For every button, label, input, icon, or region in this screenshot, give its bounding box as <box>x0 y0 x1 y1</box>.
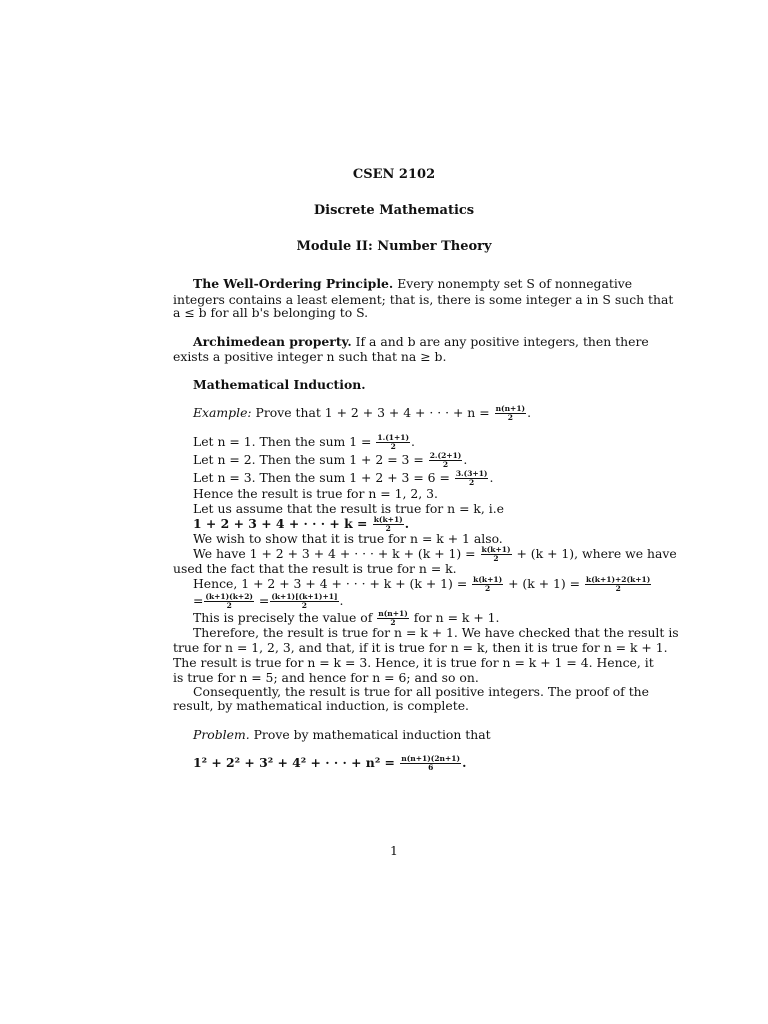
case-n1: Let n = 1. Then the sum 1 = $\frac{1.(1+1)}{2}$ . <box>193 433 415 451</box>
fraction: $\frac{3.(3+1)}{2}$ <box>455 469 488 487</box>
fraction: $\frac{n(n+1)}{2}$ <box>378 609 408 627</box>
case-n2: Let n = 2. Then the sum 1 + 2 = 3 = $\frac{2.(2+1)}{2}$ . <box>193 451 468 469</box>
hence-123: Hence the result is true for n = 1, 2, 3. <box>193 486 438 501</box>
therefore-line-4: is true for n = 5; and hence for n = 6; and so on. <box>173 670 479 685</box>
well-ordering-line-2: integers contains a least element; that is, there is some integer a in S such that <box>173 292 674 307</box>
fraction: $\frac{k(k+1)+2(k+1)}{2}$ <box>586 575 651 593</box>
hence-simplified: = $\frac{(k+1)(k+2)}{2}$ = $\frac{(k+1)[(k+1)+1]}{2}$ . <box>193 592 344 610</box>
hence-expansion: Hence, 1 + 2 + 3 + 4 + · · · + k + (k + 1) = $\frac{k(k+1)}{2}$ + (k + 1) = $\frac{k(k+1)+2(k+1)}{2}$ <box>193 575 651 593</box>
well-ordering-line-1: The Well-Ordering Principle. Every nonempty set S of nonnegative <box>193 276 633 291</box>
problem-line: Problem. Prove by mathematical induction that <box>193 727 491 742</box>
course-title: Discrete Mathematics <box>313 203 475 218</box>
fraction: $\frac{1.(1+1)}{2}$ <box>377 433 410 451</box>
archimedean-heading: Archimedean property. <box>193 334 352 349</box>
precisely-line: This is precisely the value of $\frac{n(n+1)}{2}$ for n = k + 1. <box>193 609 500 627</box>
induction-heading: Mathematical Induction. <box>193 377 366 392</box>
fraction: $\frac{2.(2+1)}{2}$ <box>429 451 462 469</box>
page-number: 1 <box>390 843 398 858</box>
used-fact-line: used the fact that the result is true for n = k. <box>173 561 457 576</box>
well-ordering-line-3: a ≤ b for all b's belonging to S. <box>173 305 369 320</box>
course-code: CSEN 2102 <box>352 167 436 182</box>
fraction: $\frac{k(k+1)}{2}$ <box>373 515 403 533</box>
fraction: $\frac{(k+1)[(k+1)+1]}{2}$ <box>271 592 338 610</box>
wish-line: We wish to show that it is true for n = k + 1 also. <box>193 531 503 546</box>
fraction: $\frac{(k+1)(k+2)}{2}$ <box>205 592 253 610</box>
problem-formula: 1² + 2² + 3² + 4² + · · · + n² = $\frac{n(n+1)(2n+1)}{6}$ . <box>193 754 467 772</box>
therefore-line-3: The result is true for n = k = 3. Hence, it is true for n = k + 1 = 4. Hence, it <box>173 655 654 670</box>
sum-k: 1 + 2 + 3 + 4 + · · · + k = $\frac{k(k+1)}{2}$ . <box>193 515 410 533</box>
case-n3: Let n = 3. Then the sum 1 + 2 + 3 = 6 = $\frac{3.(3+1)}{2}$ . <box>193 469 494 487</box>
fraction: $\frac{k(k+1)}{2}$ <box>481 545 511 563</box>
example-line: Example: Prove that 1 + 2 + 3 + 4 + · · · + n = $\frac{n(n+1)}{2}$ . <box>193 404 532 422</box>
we-have-line: We have 1 + 2 + 3 + 4 + · · · + k + (k + 1) = $\frac{k(k+1)}{2}$ + (k + 1), where we have <box>193 545 677 563</box>
consequently-line-1: Consequently, the result is true for all positive integers. The proof of the <box>193 684 649 699</box>
archimedean-line-2: exists a positive integer n such that na ≥ b. <box>173 349 447 364</box>
assume-k: Let us assume that the result is true for n = k, i.e <box>193 501 505 516</box>
fraction: $\frac{n(n+1)(2n+1)}{6}$ <box>401 754 461 772</box>
consequently-line-2: result, by mathematical induction, is complete. <box>173 698 469 713</box>
fraction: $\frac{k(k+1)}{2}$ <box>473 575 503 593</box>
fraction: $\frac{n(n+1)}{2}$ <box>495 404 526 422</box>
therefore-line-1: Therefore, the result is true for n = k + 1. We have checked that the result is <box>193 625 679 640</box>
well-ordering-heading: The Well-Ordering Principle. <box>193 276 394 291</box>
module-title: Module II: Number Theory <box>296 239 492 254</box>
therefore-line-2: true for n = 1, 2, 3, and that, if it is true for n = k, then it is true for n = k + 1. <box>173 640 668 655</box>
archimedean-line-1: Archimedean property. If a and b are any positive integers, then there <box>193 334 649 349</box>
